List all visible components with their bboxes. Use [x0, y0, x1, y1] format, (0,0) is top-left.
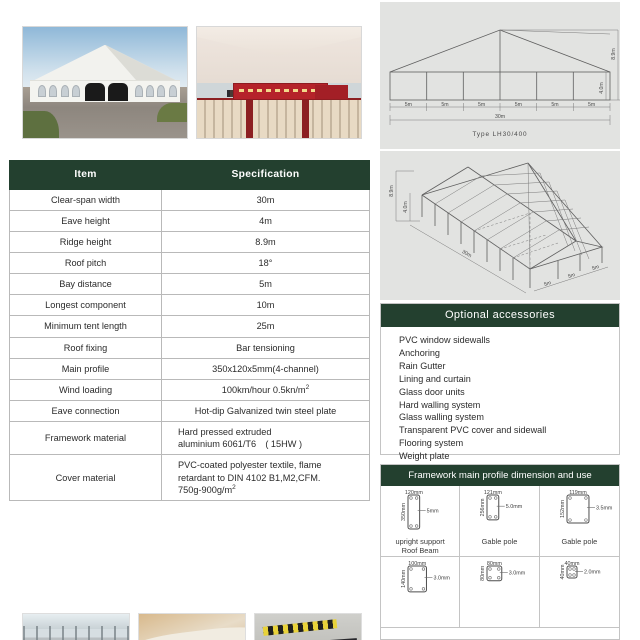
framework-profile-cell — [381, 486, 460, 557]
arched-window — [61, 85, 69, 97]
iso-bay-dimension-label: 5m — [543, 280, 553, 289]
bay-dimension-label: 5m — [514, 102, 522, 109]
table-row — [10, 231, 370, 252]
right-column — [376, 0, 640, 640]
arched-window — [49, 85, 57, 97]
iso-bay-dimension-label: 5m — [591, 264, 601, 273]
photo-glass-walling — [22, 613, 130, 640]
framework-profile-cell — [460, 486, 539, 557]
profile-cross-section-diagram — [382, 560, 458, 606]
cell-item: Bay distance — [10, 274, 162, 295]
cell-item: Roof pitch — [10, 253, 162, 274]
elevation-drawing-panel — [380, 2, 620, 149]
cell-specification: Bar tensioning — [162, 337, 370, 358]
profile-height-label: 40mm — [560, 564, 567, 580]
bottom-photo-row — [22, 613, 362, 640]
cell-item: Longest component — [10, 295, 162, 316]
chair-aisle — [246, 100, 253, 138]
table-row — [10, 210, 370, 231]
cell-specification: Hot-dip Galvanized twin steel plate — [162, 401, 370, 422]
accessory-item: Flooring system — [399, 438, 464, 449]
cell-item: Ridge height — [10, 231, 162, 252]
optional-accessories-panel — [380, 303, 620, 462]
profile-width-label: 121mm — [484, 489, 503, 496]
cell-specification: 8.9m — [162, 231, 370, 252]
framework-profile-grid — [381, 486, 619, 628]
grass-patch-right — [157, 103, 187, 123]
isometric-drawing-panel — [380, 151, 620, 300]
cell-specification: 10m — [162, 295, 370, 316]
profile-width-label: 100mm — [408, 560, 427, 567]
table-row — [10, 401, 370, 422]
photo-anchor-stakes — [254, 613, 362, 640]
profile-cross-section-diagram — [382, 489, 458, 535]
table-row — [10, 358, 370, 379]
arched-window — [38, 85, 46, 97]
table-row — [10, 316, 370, 337]
unit-superscript: 2 — [305, 383, 310, 391]
iso-bay-dimension-label: 5m — [567, 272, 577, 281]
elevation-ridge-height-label: 8.9m — [611, 48, 617, 60]
interior-red-stage — [233, 83, 328, 101]
cell-item: Wind loading — [10, 379, 162, 400]
cell-specification: 4m — [162, 210, 370, 231]
specification-table-body — [10, 189, 370, 500]
profile-thickness-label: 3.0mm — [433, 575, 451, 582]
table-row — [10, 379, 370, 400]
table-row — [10, 253, 370, 274]
profile-cross-section-diagram — [541, 489, 617, 535]
top-photo-row — [22, 26, 362, 139]
accessories-title: Optional accessories — [381, 304, 619, 327]
accessory-item: PVC window sidewalls — [399, 335, 490, 345]
profile-cross-section-diagram — [461, 560, 537, 606]
tent-door-right — [108, 83, 128, 102]
accessory-item: Glass walling system — [399, 412, 484, 423]
stage-banner-text — [239, 89, 323, 92]
accessories-list — [381, 327, 619, 463]
profile-height-label: 152mm — [560, 500, 567, 519]
accessory-item: Lining and curtain — [399, 373, 471, 384]
profile-cross-section-diagram — [541, 560, 617, 606]
column-header-item: Item — [10, 161, 162, 190]
photo-tent-interior — [196, 26, 362, 139]
accessory-item: Weight plate — [399, 451, 450, 462]
table-row — [10, 337, 370, 358]
table-row — [10, 189, 370, 210]
elevation-total-width-label: 30m — [494, 114, 506, 120]
cell-item: Eave height — [10, 210, 162, 231]
cell-specification: 18° — [162, 253, 370, 274]
framework-title: Framework main profile dimension and use — [381, 465, 619, 486]
accessory-item: Anchoring — [399, 347, 440, 358]
cell-specification: 100km/hour $0.5kn/m^2$ — [162, 379, 370, 400]
bay-dimension-label: 5m — [588, 102, 596, 109]
bay-dimension-label: 5m — [441, 102, 449, 109]
elevation-type-label: Type LH30/400 — [472, 131, 528, 138]
iso-length-label: 30m — [460, 249, 473, 260]
specification-table — [9, 160, 370, 501]
iso-eave-height-label: 4.0m — [403, 201, 409, 213]
cell-item: Framework material — [10, 422, 162, 455]
arched-window — [72, 85, 80, 97]
grass-patch-left — [23, 111, 59, 138]
cell-specification: PVC-coated polyester textile, flame retardant to DIN 4102 B1,M2,CFM. $750g-900g/m^2$ — [162, 455, 370, 500]
profile-caption: Gable pole — [481, 537, 518, 546]
framework-profile-cell — [540, 557, 619, 628]
bay-dimension-label: 5m — [478, 102, 486, 109]
cell-specification: Hard pressed extruded aluminium 6061/T6 ( 15HW ) — [162, 422, 370, 455]
chair-aisle — [302, 100, 309, 138]
arched-window — [135, 85, 143, 97]
unit-superscript: 2 — [232, 483, 236, 491]
accessory-item: Hard walling system — [399, 399, 481, 410]
table-header-row — [10, 161, 370, 190]
profile-thickness-label: 3.5mm — [596, 505, 613, 512]
table-row — [10, 295, 370, 316]
profile-height-label: 80mm — [480, 565, 487, 581]
cell-item: Cover material — [10, 455, 162, 500]
photo-tent-exterior — [22, 26, 188, 139]
cell-specification: 5m — [162, 274, 370, 295]
profile-width-label: 80mm — [487, 560, 503, 567]
profile-width-label: 120mm — [404, 489, 423, 496]
interior-chairs — [197, 100, 361, 138]
bay-dimension-label: 5m — [404, 102, 412, 109]
profile-height-label: 140mm — [401, 569, 408, 588]
elevation-drawing — [380, 2, 620, 149]
column-header-specification: Specification — [162, 161, 370, 190]
profile-thickness-label: 2.0mm — [584, 569, 601, 576]
framework-profile-cell — [381, 557, 460, 628]
cell-specification: 30m — [162, 189, 370, 210]
profile-caption: Gable pole — [561, 537, 598, 546]
tent-door-left — [85, 83, 105, 102]
arched-window — [169, 85, 177, 97]
profile-thickness-label: 5.0mm — [506, 504, 523, 511]
cell-item: Roof fixing — [10, 337, 162, 358]
iso-ridge-height-label: 8.9m — [389, 185, 395, 197]
profile-height-label: 256mm — [480, 498, 487, 517]
elevation-eave-height-label: 4.0m — [599, 82, 605, 94]
profile-width-label: 119mm — [569, 489, 588, 496]
cell-specification: 350x120x5mm(4-channel) — [162, 358, 370, 379]
bay-dimension-label: 5m — [551, 102, 559, 109]
framework-profile-cell — [460, 557, 539, 628]
cell-item: Clear-span width — [10, 189, 162, 210]
accessory-item: Transparent PVC cover and sidewall — [399, 425, 547, 436]
profile-width-label: 40mm — [564, 560, 580, 567]
cell-item: Eave connection — [10, 401, 162, 422]
accessory-item: Rain Gutter — [399, 360, 446, 371]
interior-red-stage-side — [315, 85, 348, 99]
table-row — [10, 455, 370, 500]
cell-specification: 25m — [162, 316, 370, 337]
accessory-item: Glass door units — [399, 386, 465, 397]
profile-cross-section-diagram — [461, 489, 537, 535]
profile-thickness-label: 5mm — [426, 508, 439, 515]
profile-thickness-label: 3.0mm — [509, 570, 526, 577]
cell-item: Minimum tent length — [10, 316, 162, 337]
framework-profile-panel — [380, 464, 620, 640]
profile-caption: upright support Roof Beam — [395, 537, 445, 556]
profile-height-label: 350mm — [401, 503, 408, 521]
isometric-frame-drawing — [380, 151, 620, 300]
cell-item: Main profile — [10, 358, 162, 379]
table-row — [10, 274, 370, 295]
table-row — [10, 422, 370, 455]
photo-pvc-fabric — [138, 613, 246, 640]
framework-profile-cell — [540, 486, 619, 557]
arched-window — [146, 85, 154, 97]
